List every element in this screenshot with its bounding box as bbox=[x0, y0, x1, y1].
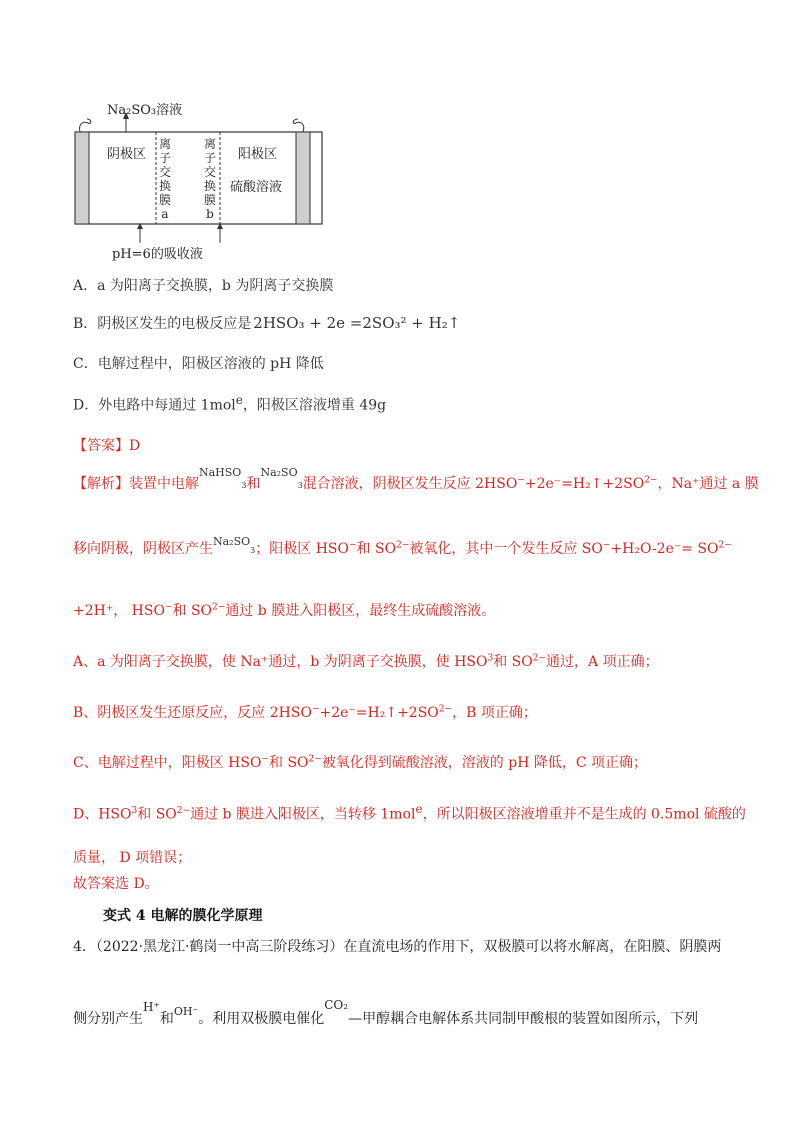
membrane-b-char: 离 bbox=[203, 137, 216, 151]
analysis-text: 和 SO bbox=[137, 806, 177, 823]
analysis-text: +2H⁺， HSO bbox=[73, 603, 165, 619]
membrane-b-text bbox=[203, 137, 217, 221]
option-d-electron: e bbox=[235, 393, 243, 407]
analysis-text: 混合溶液，阴极区发生反应 2HSO bbox=[302, 476, 518, 492]
analysis-text: 通过 b 膜进入阳极区，当转移 1mol bbox=[190, 806, 416, 823]
analysis-text: 被氧化得到硫酸溶液，溶液的 pH 降低，C 项正确； bbox=[321, 755, 648, 771]
cathode-electrode bbox=[75, 132, 89, 224]
charge: − bbox=[311, 704, 320, 715]
option-d-suffix: ，阳极区溶液增重 49g bbox=[242, 397, 387, 414]
anode-electrode bbox=[296, 132, 310, 224]
analysis-line-3 bbox=[73, 600, 495, 620]
membrane-a-char: 子 bbox=[158, 151, 171, 165]
charge: − bbox=[348, 540, 357, 551]
membrane-a-char: 离 bbox=[158, 137, 171, 151]
question-text: 侧分别产生 bbox=[73, 1011, 143, 1027]
charge: 2− bbox=[718, 540, 732, 551]
question-4-line-1: 4．（2022·黑龙江·鹤岗一中高三阶段练习）在直流电场的作用下，双极膜可以将水解离，在阳膜、阴膜两 bbox=[73, 939, 722, 955]
analysis-a bbox=[73, 651, 659, 671]
charge: − bbox=[164, 602, 173, 613]
charge: 2− bbox=[308, 754, 322, 765]
analysis-text: 和 SO bbox=[356, 541, 397, 557]
analysis-text: ；阳极区 HSO bbox=[255, 541, 349, 557]
membrane-a-letter: a bbox=[161, 207, 169, 221]
nahso3-formula: NaHSO bbox=[199, 466, 242, 479]
question-text: 。利用双极膜电催化 bbox=[198, 1011, 325, 1027]
hydroxide-ion-formula: OH⁻ bbox=[173, 1005, 199, 1018]
charge: 2− bbox=[644, 475, 658, 486]
membrane-b-char: 子 bbox=[203, 151, 216, 165]
analysis-line-1 bbox=[73, 466, 759, 493]
electron-symbol: e bbox=[415, 802, 423, 816]
membrane-b-char: 交 bbox=[203, 165, 216, 179]
analysis-text: 通过，A 项正确； bbox=[546, 654, 659, 670]
na2so3-formula: Na₂SO bbox=[213, 535, 251, 548]
subscript: 3 bbox=[131, 806, 138, 816]
membrane-b-letter: b bbox=[206, 207, 214, 221]
charge: − bbox=[517, 475, 525, 486]
analysis-text: ，B 项正确； bbox=[452, 705, 537, 721]
analysis-text: 和 SO bbox=[493, 654, 533, 670]
anode-zone-label: 阳极区 bbox=[238, 147, 278, 162]
analysis-text: A、a 为阳离子交换膜，使 Na⁺通过，b 为阴离子交换膜，使 HSO bbox=[73, 654, 488, 670]
membrane-a-text bbox=[158, 137, 172, 221]
and-text: 和 bbox=[246, 476, 261, 492]
charge: 2− bbox=[532, 653, 547, 664]
analysis-text: 移向阴极，阴极区产生 bbox=[73, 541, 213, 557]
analysis-c bbox=[73, 752, 647, 772]
cathode-zone-label: 阴极区 bbox=[107, 147, 147, 162]
analysis-text: 通过 b 膜进入阳极区，最终生成硫酸溶液。 bbox=[225, 603, 496, 619]
analysis-d bbox=[73, 802, 746, 824]
analysis-line-2 bbox=[73, 535, 732, 558]
na2so3-formula: Na₂SO bbox=[260, 466, 298, 479]
analysis-text: ，所以阳极区溶液增重并不是生成的 0.5mol 硫酸的 bbox=[422, 806, 746, 823]
subscript: 3 bbox=[487, 653, 494, 664]
option-b-equation: 2HSO₃ + 2e =2SO₃² + H₂↑ bbox=[253, 314, 461, 332]
analysis-text: D、HSO bbox=[73, 806, 132, 823]
charge: − bbox=[261, 754, 269, 765]
final-answer: 故答案选 D。 bbox=[73, 876, 159, 892]
analysis-text: 和 SO bbox=[269, 755, 309, 771]
membrane-b-char: 膜 bbox=[203, 193, 216, 207]
co2-formula: CO₂ bbox=[324, 998, 349, 1012]
membrane-a-char: 膜 bbox=[158, 193, 171, 207]
option-d bbox=[73, 393, 386, 415]
option-a: A．a 为阳离子交换膜，b 为阴离子交换膜 bbox=[73, 278, 334, 294]
charge: 2− bbox=[396, 540, 410, 551]
option-c: C．电解过程中，阳极区溶液的 pH 降低 bbox=[73, 356, 324, 372]
analysis-text: C、电解过程中，阳极区 HSO bbox=[73, 755, 262, 771]
analysis-head: 【解析】装置中电解 bbox=[73, 476, 199, 492]
question-text: —甲醇耦合电解体系共同制甲酸根的装置如图所示，下列 bbox=[348, 1011, 699, 1027]
membrane-b-char: 换 bbox=[203, 179, 216, 193]
hydrogen-ion-formula: H⁺ bbox=[143, 1000, 160, 1014]
analysis-text: 被氧化，其中一个发生反应 SO bbox=[409, 541, 603, 557]
analysis-text: B、阴极区发生还原反应，反应 2HSO bbox=[73, 705, 312, 721]
diagram-bottom-label: pH=6的吸收液 bbox=[112, 247, 203, 262]
option-d-prefix: D．外电路中每通过 1mol bbox=[73, 397, 236, 414]
subscript: 3 bbox=[241, 481, 247, 490]
option-b-prefix: B．阴极区发生的电极反应是 bbox=[73, 316, 252, 332]
cathode-wire bbox=[80, 119, 91, 132]
analysis-text: +2e⁻=H₂↑+2SO bbox=[524, 476, 645, 492]
anode-wire bbox=[293, 119, 304, 132]
analysis-d-line-2: 质量， D 项错误； bbox=[73, 850, 192, 866]
charge: − bbox=[602, 540, 611, 551]
charge: 2− bbox=[176, 806, 191, 816]
analysis-text: +H₂O-2e⁻= SO bbox=[610, 541, 719, 557]
subscript: 3 bbox=[297, 481, 303, 490]
charge: 2− bbox=[212, 602, 226, 613]
section-heading: 变式 4 电解的膜化学原理 bbox=[103, 908, 263, 924]
option-b bbox=[73, 313, 460, 333]
analysis-text: ，Na⁺通过 a 膜 bbox=[657, 476, 759, 492]
answer-line: 【答案】D bbox=[73, 438, 141, 454]
sulfuric-acid-label: 硫酸溶液 bbox=[230, 180, 283, 195]
analysis-text: +2e⁻=H₂↑+2SO bbox=[319, 705, 439, 721]
membrane-a-char: 换 bbox=[158, 179, 171, 193]
membrane-a-char: 交 bbox=[158, 165, 171, 179]
charge: 2− bbox=[438, 704, 453, 715]
question-4-line-2 bbox=[73, 998, 699, 1028]
diagram-top-label: Na₂SO₃溶液 bbox=[107, 103, 183, 118]
question-text: 和 bbox=[159, 1011, 174, 1027]
subscript: 3 bbox=[250, 546, 256, 555]
analysis-b bbox=[73, 702, 537, 722]
analysis-text: 和 SO bbox=[172, 603, 213, 619]
